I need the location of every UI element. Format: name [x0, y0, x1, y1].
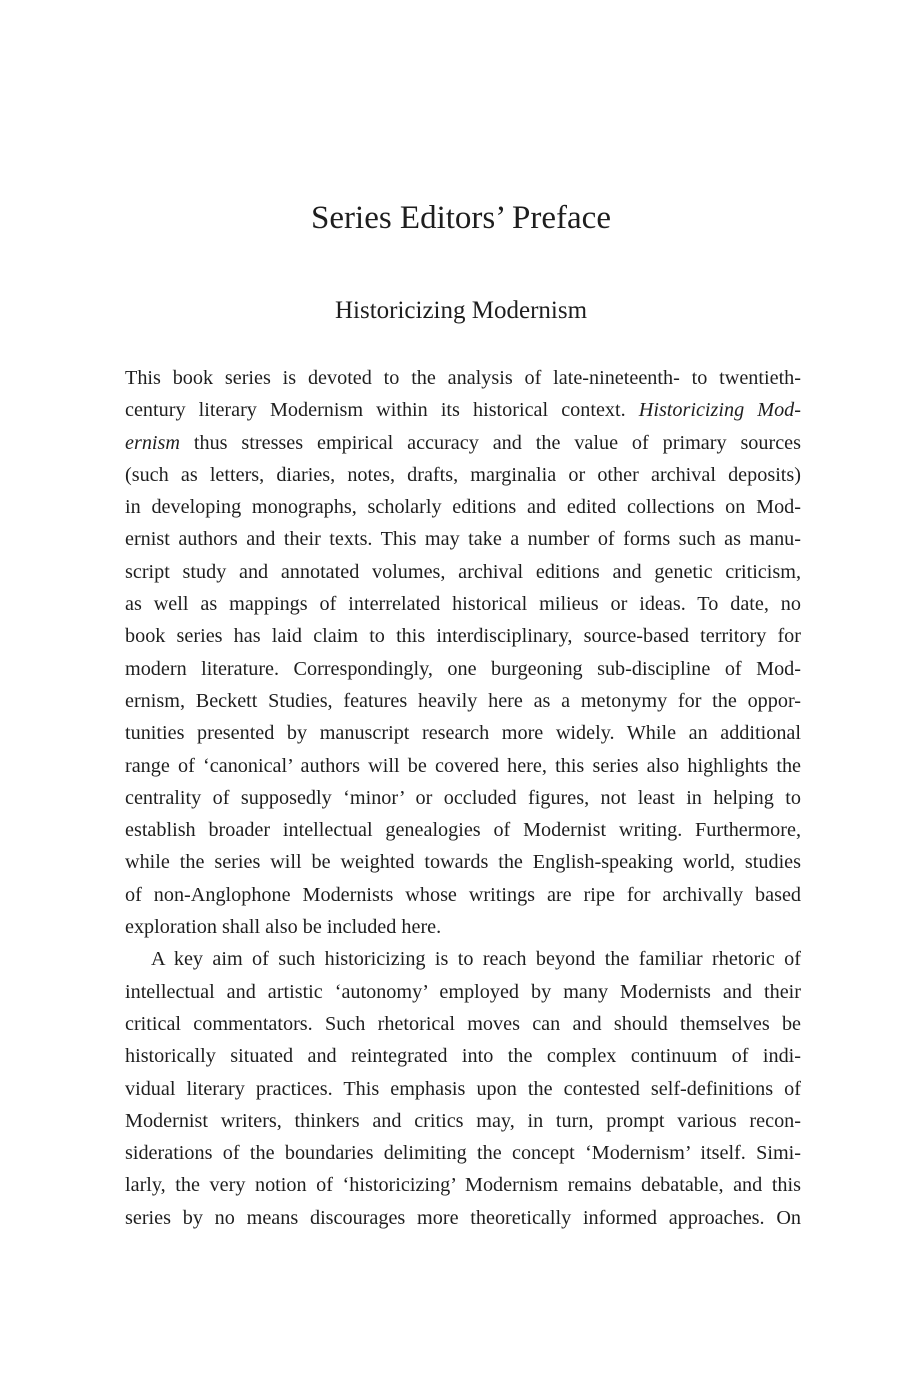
text-line: ernist authors and their texts. This may take a number of forms such as manu- — [125, 528, 801, 551]
text-line: A key aim of such historicizing is to reach beyond the familiar rhetoric of — [151, 948, 801, 971]
paragraph-1 — [125, 362, 801, 943]
text-line: while the series will be weighted towards the English-speaking world, studies — [125, 851, 801, 874]
text-line: critical commentators. Such rhetorical moves can and should themselves be — [125, 1012, 801, 1035]
text-line: book series has laid claim to this interdisciplinary, source-based territory for — [125, 625, 801, 648]
text-line: modern literature. Correspondingly, one burgeoning sub-discipline of Mod- — [125, 657, 801, 680]
text-line: ernism thus stresses empirical accuracy and the value of primary sources — [125, 431, 801, 454]
text-line: of non-Anglophone Modernists whose writings are ripe for archivally based — [125, 883, 801, 906]
text-line: exploration shall also be included here. — [125, 916, 442, 939]
page-title: Series Editors’ Preface — [311, 200, 611, 236]
text-line: range of ‘canonical’ authors will be covered here, this series also highlights the — [125, 754, 801, 777]
text-line: intellectual and artistic ‘autonomy’ employed by many Modernists and their — [125, 980, 801, 1003]
text-line: historically situated and reintegrated into the complex continuum of indi- — [125, 1045, 801, 1068]
text-line: as well as mappings of interrelated historical milieus or ideas. To date, no — [125, 593, 801, 616]
text-line: century literary Modernism within its historical context. Historicizing Mod- — [125, 399, 801, 422]
body-text — [125, 362, 801, 1234]
text-line: tunities presented by manuscript research more widely. While an additional — [125, 722, 801, 745]
text-line: establish broader intellectual genealogies of Modernist writing. Furthermore, — [125, 819, 801, 842]
text-line: vidual literary practices. This emphasis upon the contested self-definitions of — [125, 1077, 801, 1100]
text-line: larly, the very notion of ‘historicizing’ Modernism remains debatable, and this — [125, 1174, 801, 1197]
text-line: This book series is devoted to the analysis of late-nineteenth- to twentieth- — [125, 367, 801, 389]
text-line: siderations of the boundaries delimiting the concept ‘Modernism’ itself. Simi- — [125, 1142, 801, 1165]
text-line: series by no means discourages more theoretically informed approaches. On — [125, 1206, 801, 1229]
section-subtitle: Historicizing Modernism — [334, 297, 588, 324]
text-line: Modernist writers, thinkers and critics may, in turn, prompt various recon- — [125, 1109, 801, 1132]
text-line: ernism, Beckett Studies, features heavily here as a metonymy for the oppor- — [125, 689, 801, 712]
text-line: centrality of supposedly ‘minor’ or occluded figures, not least in helping to — [125, 786, 801, 809]
paragraph-2 — [125, 943, 801, 1234]
text-line: in developing monographs, scholarly editions and edited collections on Mod- — [125, 496, 801, 519]
text-line: (such as letters, diaries, notes, drafts, marginalia or other archival deposits) — [125, 463, 801, 486]
text-line: script study and annotated volumes, archival editions and genetic criticism, — [125, 560, 801, 583]
